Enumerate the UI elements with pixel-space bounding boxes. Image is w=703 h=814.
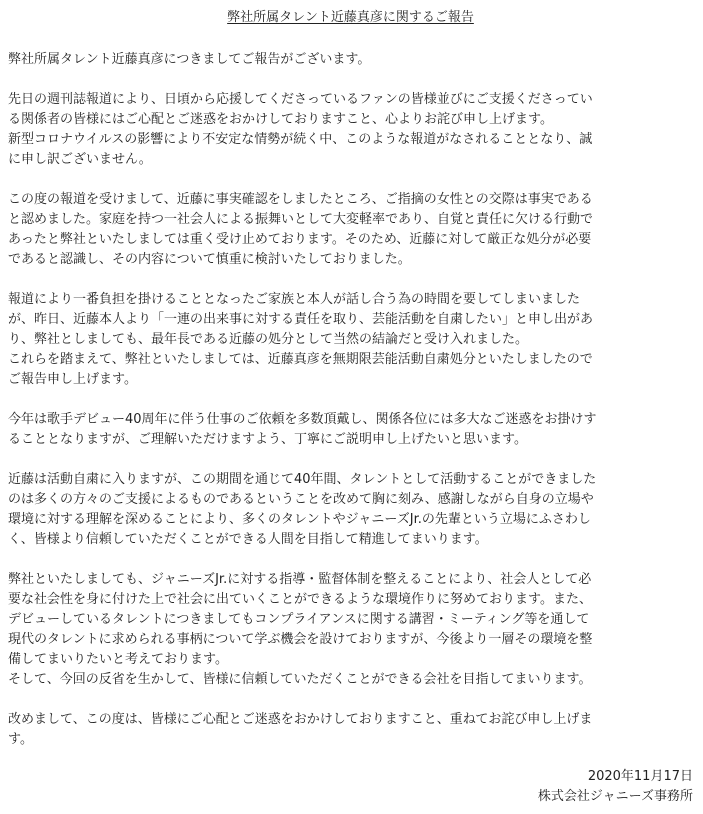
document-title [8, 0, 693, 29]
paragraph-line: 先日の週刊誌報道により、日頃から応援してくださっているファンの皆様並びにご支援くださってい [8, 92, 593, 107]
paragraph [8, 470, 693, 550]
paragraph-line: り、弊社としましても、最年長である近藤の処分として当然の結論だと受け入れました。 [8, 332, 529, 347]
paragraph [8, 90, 693, 170]
paragraph-line: に申し訳ございません。 [8, 152, 152, 167]
document-body [8, 50, 693, 750]
paragraph [8, 50, 693, 70]
paragraph-line: 環境に対する理解を深めることにより、多くのタレントやジャニーズJr.の先輩という立場にふさわし [8, 512, 591, 527]
paragraph-line: 新型コロナウイルスの影響により不安定な情勢が続く中、このような報道がなされることとなり、誠 [8, 132, 593, 147]
paragraph-line: そして、今回の反省を生かして、皆様に信頼していただくことができる会社を目指してまいります。 [8, 672, 592, 687]
paragraph-line: く、皆様より信頼していただくことができる人間を目指して精進してまいります。 [8, 532, 488, 547]
issue-date: 2020年11月17日 [587, 769, 693, 784]
paragraph-line: ることとなりますが、ご理解いただけますよう、丁寧にご説明申し上げたいと思います。 [8, 432, 527, 447]
paragraph-line: 報道により一番負担を掛けることとなったご家族と本人が話し合う為の時間を要してしまいました [8, 292, 581, 307]
company-name: 株式会社ジャニーズ事務所 [537, 789, 693, 804]
paragraph-line: 改めまして、この度は、皆様にご心配とご迷惑をおかけしておりますこと、重ねてお詫び申し上げま [8, 712, 593, 727]
paragraph-line: この度の報道を受けまして、近藤に事実確認をしましたところ、ご指摘の女性との交際は事実である [8, 192, 593, 207]
paragraph-line: のは多くの方々のご支援によるものであるということを改めて胸に刻み、感謝しながら自身の立場や [8, 492, 594, 507]
paragraph-line: であると認識し、その内容について慎重に検討いたしておりました。 [8, 252, 411, 267]
paragraph-line: る関係者の皆様にはご心配とご迷惑をおかけしておりますこと、心よりお詫び申し上げます。 [8, 112, 553, 127]
signature-block [538, 767, 693, 807]
paragraph [8, 410, 693, 450]
paragraph-line: ご報告申し上げます。 [8, 372, 137, 387]
paragraph-line: が、昨日、近藤本人より「一連の出来事に対する責任を取り、芸能活動を自粛したい」と申し出があ [8, 312, 594, 327]
paragraph [8, 710, 693, 750]
paragraph-line: 弊社といたしましても、ジャニーズJr.に対する指導・監督体制を整えることにより、社会人として必 [8, 572, 592, 587]
paragraph [8, 190, 693, 270]
paragraph [8, 570, 693, 690]
paragraph-line: 近藤は活動自粛に入りますが、この期間を通じて40年間、タレントとして活動することができました [8, 472, 597, 487]
paragraph-line: デビューしているタレントにつきましてもコンプライアンスに関する講習・ミーティング等を通して [8, 612, 590, 627]
paragraph-line: 現代のタレントに求められる事柄について学ぶ機会を設けておりますが、今後より一層その環境を整 [8, 632, 593, 647]
paragraph-line: 備してまいりたいと考えております。 [8, 652, 228, 667]
paragraph-line: あったと弊社といたしましては重く受け止めております。そのため、近藤に対して厳正な処分が必要 [8, 232, 592, 247]
paragraph-line: 弊社所属タレント近藤真彦につきましてご報告がございます。 [8, 52, 371, 67]
paragraph-line: 要な社会性を身に付けた上で社会に出ていくことができるような環境作りに努めております。また、 [8, 592, 592, 607]
paragraph-line: す。 [8, 732, 33, 747]
paragraph [8, 290, 693, 390]
paragraph-line: これらを踏まえて、弊社といたしましては、近藤真彦を無期限芸能活動自粛処分といたしましたので [8, 352, 593, 367]
document-title-text: 弊社所属タレント近藤真彦に関するご報告 [227, 10, 474, 25]
paragraph-line: 今年は歌手デビュー40周年に伴う仕事のご依頼を多数頂戴し、関係各位には多大なご迷惑をお掛けす [8, 412, 597, 427]
paragraph-line: と認めました。家庭を持つ一社会人による振舞いとして大変軽率であり、自覚と責任に欠ける行動で [8, 212, 594, 227]
